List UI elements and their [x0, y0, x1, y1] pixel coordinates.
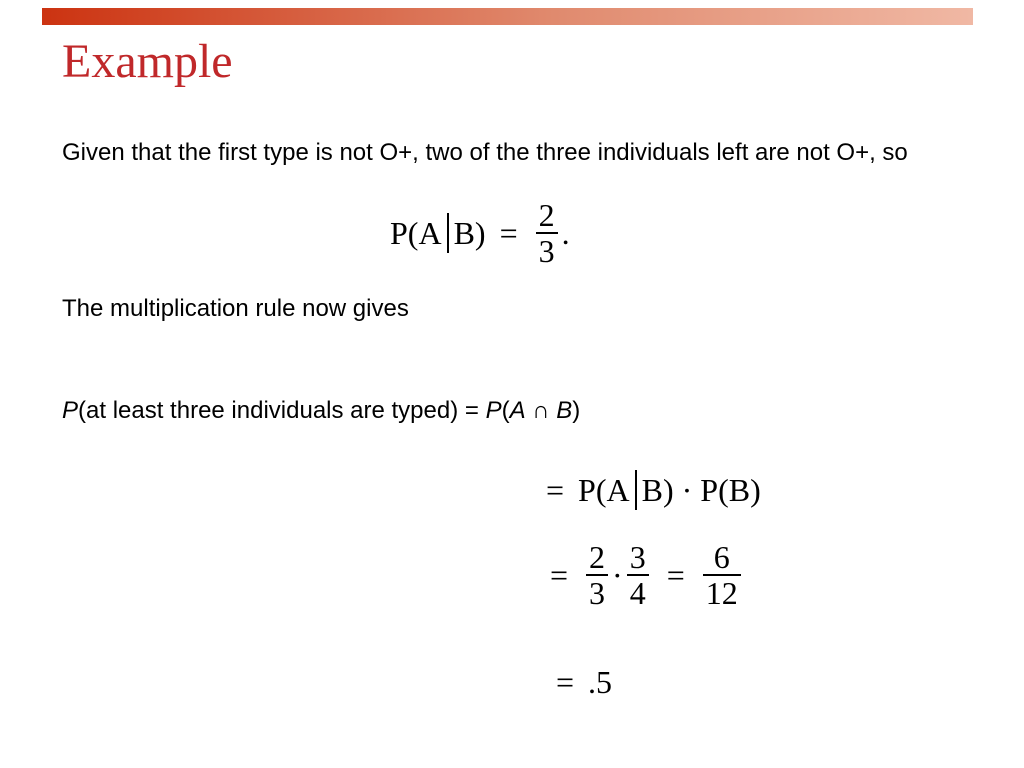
probability-statement	[62, 394, 580, 428]
fraction-two-thirds	[536, 198, 558, 268]
eq2-right: B) · P(B)	[641, 472, 761, 508]
p-symbol-2: P	[485, 397, 502, 424]
equation-product-fractions	[550, 540, 745, 610]
fraction-numerator: 2	[589, 539, 606, 575]
fraction-denominator: 3	[589, 575, 606, 611]
paragraph-given: Given that the first type is not O+, two of the three individuals left are not O+, so	[62, 139, 908, 166]
paragraph-multiplication-rule: The multiplication rule now gives	[62, 295, 409, 322]
equation-conditional-probability	[390, 198, 570, 268]
fraction-denominator: 3	[538, 233, 555, 269]
eq1-period: .	[561, 215, 570, 251]
fraction-denominator: 4	[629, 575, 646, 611]
given-bar-2	[635, 470, 637, 510]
eq3-equals-2: =	[666, 557, 685, 593]
result-value: .5	[588, 664, 613, 700]
multiplication-dot: ·	[612, 557, 623, 593]
fraction-denominator: 12	[705, 575, 738, 611]
fraction-numerator: 2	[538, 197, 555, 233]
equation-result	[556, 666, 612, 698]
eq2-left: P(A	[578, 472, 630, 508]
header-accent-bar	[42, 8, 973, 25]
paren-open: (	[501, 397, 510, 424]
intersection-symbol: ∩	[525, 397, 557, 424]
eq1-equals: =	[499, 215, 518, 251]
event-b: B	[556, 397, 573, 424]
fraction-three-fourths	[627, 540, 649, 610]
eq1-lhs-right: B)	[453, 215, 486, 251]
event-a: A	[509, 397, 526, 424]
eq2-equals: =	[546, 472, 565, 508]
fraction-six-twelfths	[703, 540, 741, 610]
paren-close: )	[572, 397, 581, 424]
eq4-equals: =	[556, 664, 575, 700]
p-symbol-1: P	[62, 397, 79, 424]
equation-multiplication-rule	[546, 470, 761, 510]
slide-title: Example	[62, 35, 233, 88]
given-bar	[447, 213, 449, 253]
statement-text: (at least three individuals are typed) =	[78, 397, 486, 424]
fraction-numerator: 6	[713, 539, 730, 575]
eq1-lhs-left: P(A	[390, 215, 442, 251]
eq3-equals-1: =	[550, 557, 569, 593]
fraction-numerator: 3	[629, 539, 646, 575]
fraction-two-thirds-2	[586, 540, 608, 610]
